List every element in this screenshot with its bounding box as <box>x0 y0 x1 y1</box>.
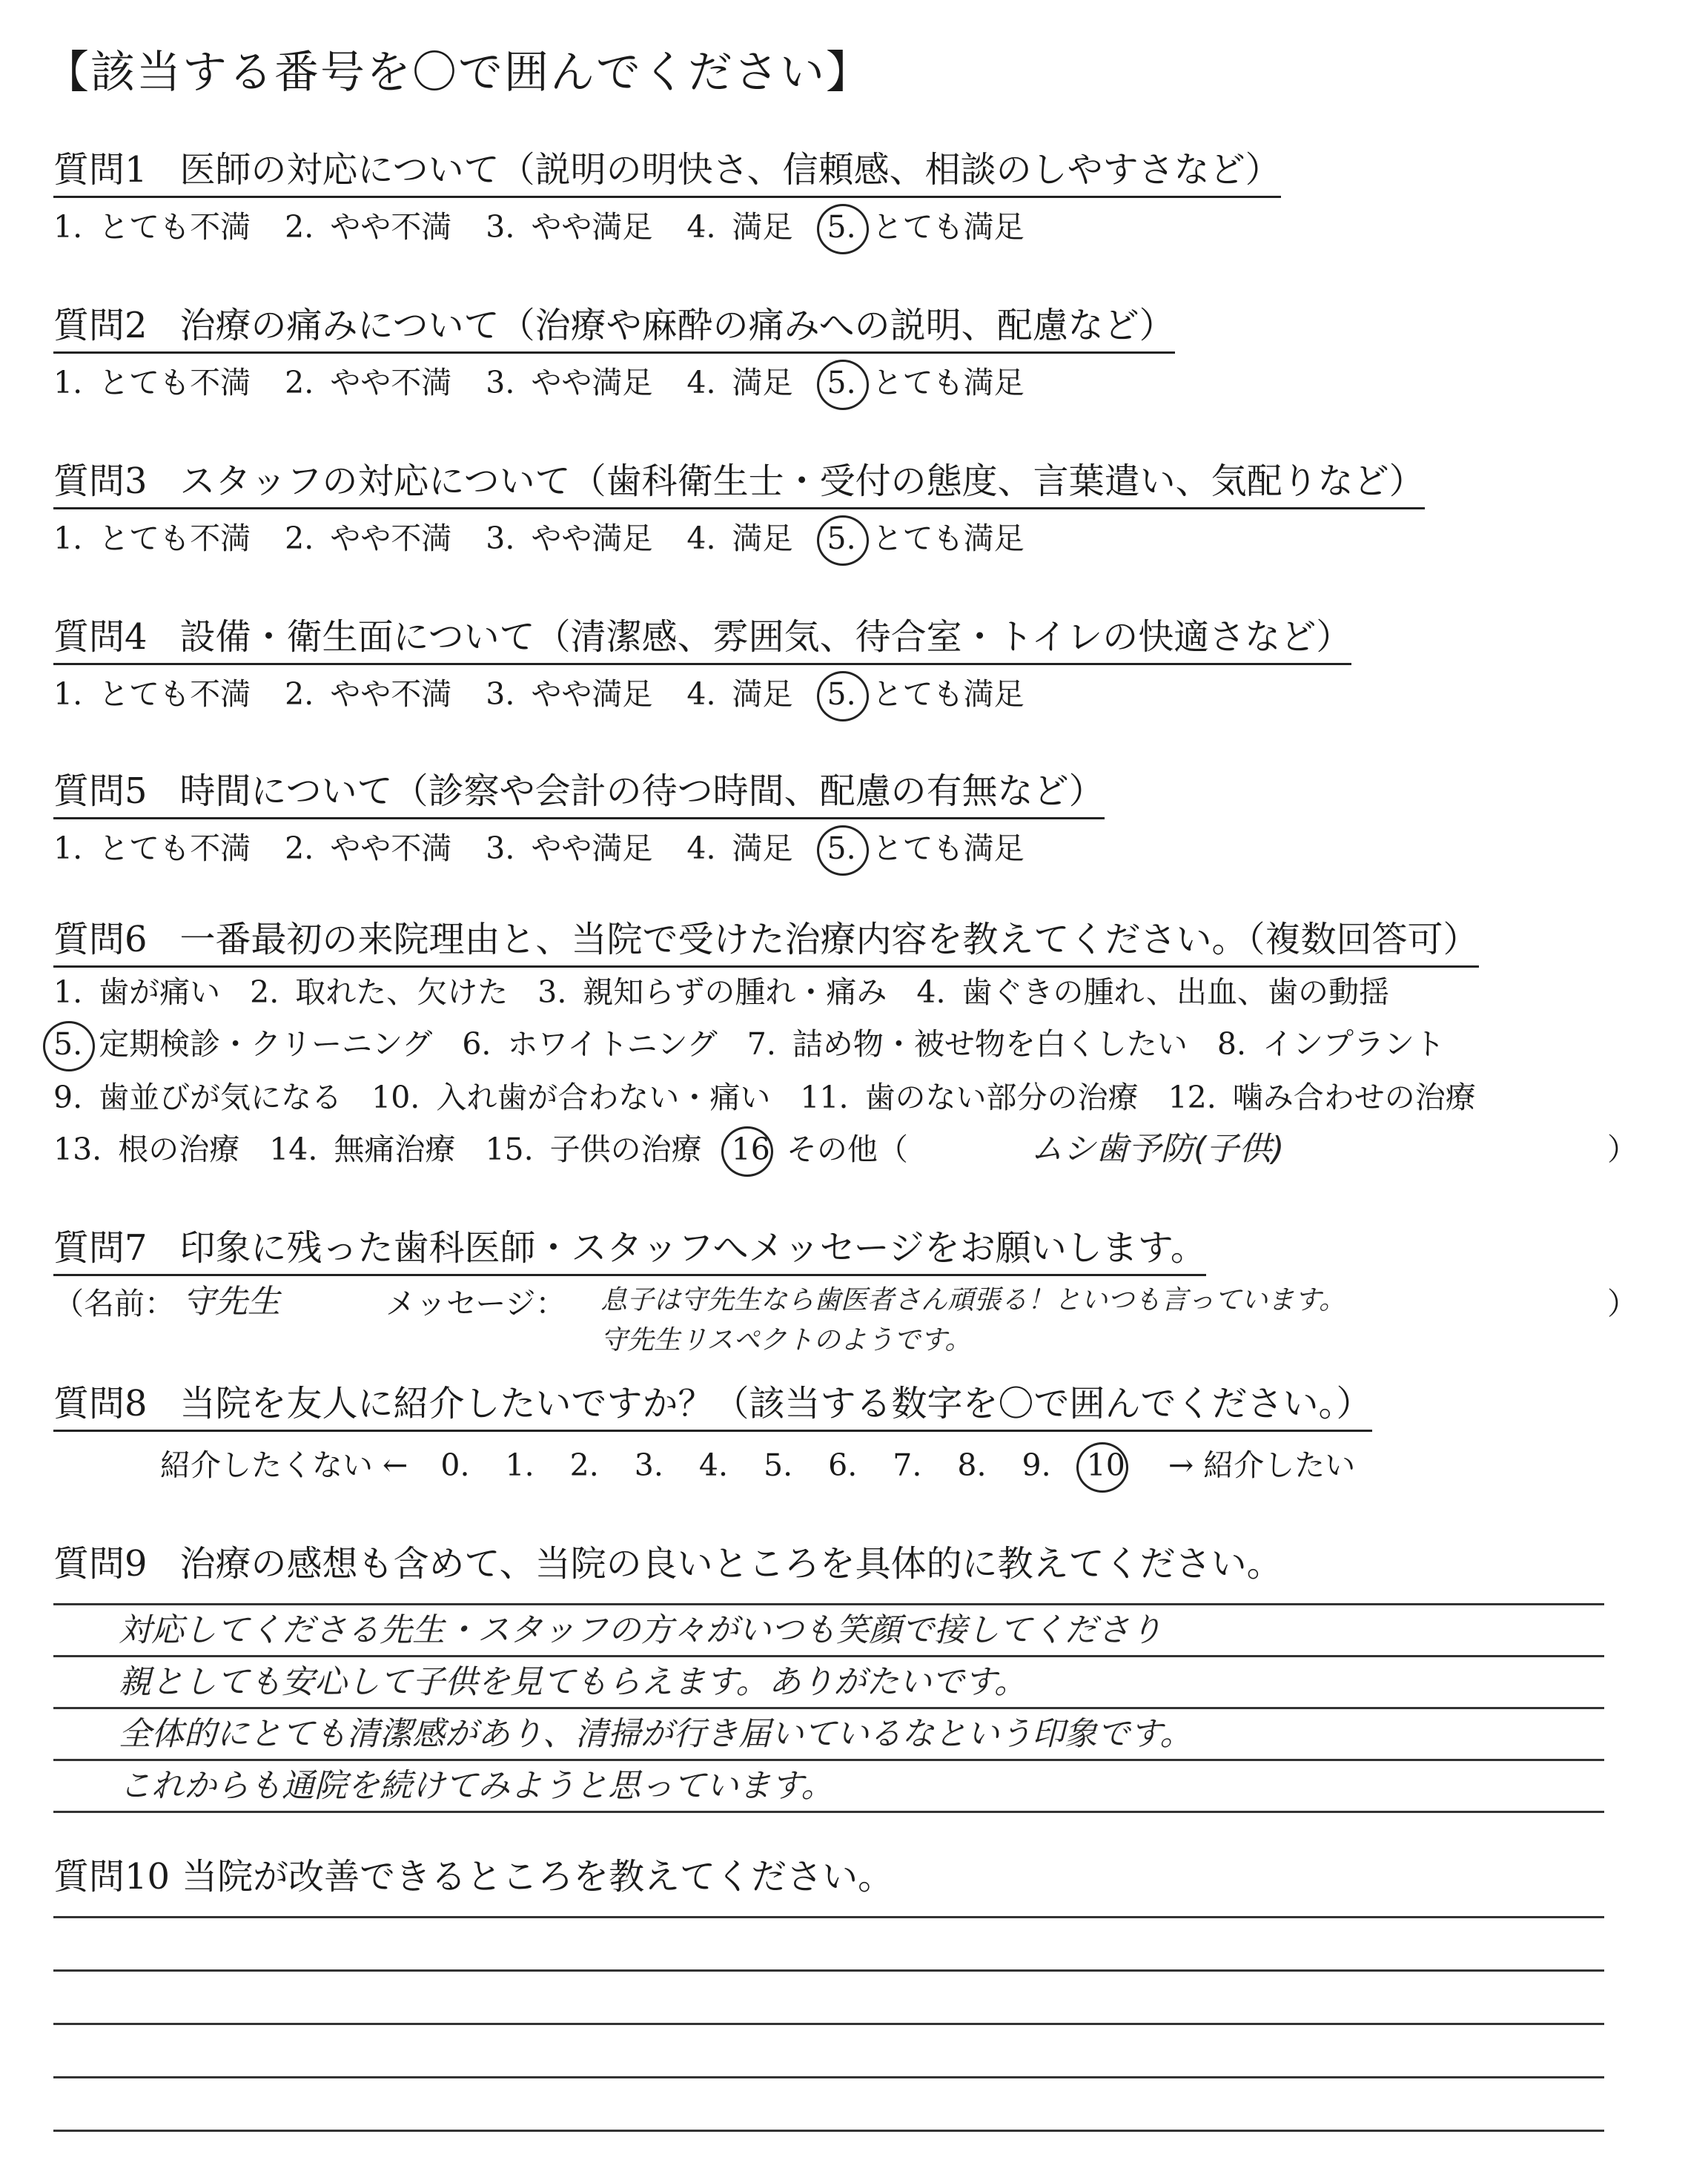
option-number: 3. <box>486 365 515 400</box>
option-number: 12. <box>1168 1080 1217 1115</box>
rating-option[interactable] <box>53 362 251 403</box>
q9-rule <box>53 1707 1604 1709</box>
option-number: 1. <box>53 209 83 245</box>
rating-option[interactable] <box>686 206 792 248</box>
rating-option[interactable] <box>827 206 1025 248</box>
q7-number: 質問7 <box>53 1227 148 1269</box>
rating-option[interactable] <box>686 518 792 559</box>
q9-rule <box>53 1811 1604 1813</box>
rating-option[interactable] <box>486 206 652 248</box>
q7-text: 印象に残った歯科医師・スタッフへメッセージをお願いします。 <box>179 1227 1206 1269</box>
scale-number: 9. <box>1022 1447 1051 1483</box>
q10-text: 当院が改善できるところを教えてください。 <box>182 1856 894 1898</box>
q9-rule <box>53 1759 1604 1761</box>
q6-option[interactable] <box>250 971 508 1013</box>
option-number: 2. <box>285 521 314 556</box>
q10-rule <box>53 2076 1604 2078</box>
q5-number: 質問5 <box>53 770 148 812</box>
q5-options <box>53 828 1059 869</box>
option-number: 9. <box>53 1080 83 1115</box>
option-label: 歯のない部分の治療 <box>864 1080 1139 1115</box>
rating-option[interactable] <box>53 673 251 715</box>
q8-scale-option[interactable] <box>1022 1444 1068 1486</box>
q6-option[interactable] <box>732 1129 908 1170</box>
q4-title <box>53 614 1351 665</box>
option-label: やや不満 <box>330 365 452 400</box>
rating-option[interactable] <box>686 673 792 715</box>
rating-option[interactable] <box>53 828 251 869</box>
option-label: とても満足 <box>872 365 1025 400</box>
q6-option[interactable] <box>462 1023 717 1065</box>
option-label: 入れ歯が合わない・痛い <box>436 1080 771 1115</box>
q8-scale-option[interactable] <box>893 1444 938 1486</box>
option-number: 4. <box>686 676 716 712</box>
q1-number: 質問1 <box>53 149 148 191</box>
option-number: 1. <box>53 830 83 866</box>
rating-option[interactable] <box>486 673 652 715</box>
q8-scale-option[interactable] <box>1087 1444 1142 1486</box>
rating-option[interactable] <box>686 828 792 869</box>
q6-option[interactable] <box>53 971 220 1013</box>
q4-options <box>53 673 1059 715</box>
q8-scale-items <box>440 1447 1160 1483</box>
scale-number: 3. <box>634 1447 663 1483</box>
rating-option[interactable] <box>486 362 652 403</box>
option-label: 詰め物・被せ物を白くしたい <box>792 1026 1188 1062</box>
q6-number: 質問6 <box>53 919 148 960</box>
scale-number: 10 <box>1086 1447 1125 1483</box>
scale-number: 1. <box>505 1447 534 1483</box>
option-label: とても不満 <box>99 365 251 400</box>
scale-number: 5. <box>764 1447 793 1483</box>
q6-option[interactable] <box>269 1129 455 1170</box>
option-label: やや満足 <box>531 676 653 712</box>
option-label: 歯が痛い <box>99 974 221 1010</box>
option-label: とても不満 <box>99 830 251 866</box>
option-label: とても満足 <box>872 676 1025 712</box>
option-label: とても満足 <box>872 209 1025 245</box>
rating-option[interactable] <box>827 673 1025 715</box>
rating-option[interactable] <box>827 828 1025 869</box>
q7-name-value: 守先生 <box>182 1283 280 1321</box>
q7-close-paren: ） <box>1607 1286 1638 1321</box>
option-number: 4. <box>686 830 716 866</box>
q8-text: 当院を友人に紹介したいですか？（該当する数字を〇で囲んでください。） <box>179 1383 1372 1424</box>
option-number: 4. <box>686 365 716 400</box>
option-number: 1. <box>53 676 83 712</box>
option-number: 8. <box>1217 1026 1246 1062</box>
q9-text: 治療の感想も含めて、当院の良いところを具体的に教えてください。 <box>179 1543 1282 1585</box>
option-number: 1. <box>53 365 83 400</box>
page-header: 【該当する番号を〇で囲んでください】 <box>44 47 872 99</box>
q8-scale-option[interactable] <box>440 1444 486 1486</box>
q8-scale-option[interactable] <box>764 1444 809 1486</box>
option-label: 満足 <box>732 830 793 866</box>
option-number: 5. <box>827 676 856 712</box>
q3-options <box>53 518 1059 559</box>
q7-message-label: メッセージ： <box>385 1286 566 1321</box>
q6-option-row <box>53 1023 1474 1065</box>
option-label: やや満足 <box>531 521 653 556</box>
option-number: 3. <box>486 676 515 712</box>
option-number: 7. <box>747 1026 776 1062</box>
option-label: やや不満 <box>330 676 452 712</box>
q1-title <box>53 147 1281 198</box>
option-number: 3. <box>486 830 515 866</box>
q2-options <box>53 362 1059 403</box>
option-number: 1. <box>53 521 83 556</box>
q4-text: 設備・衛生面について（清潔感、雰囲気、待合室・トイレの快適さなど） <box>179 616 1352 658</box>
q6-option-row <box>53 1129 938 1170</box>
option-label: とても不満 <box>99 676 251 712</box>
q9-answer-line: 対応してくださる先生・スタッフの方々がいつも笑顔で接してくださり <box>119 1611 1162 1649</box>
option-label: やや満足 <box>531 830 653 866</box>
q6-option[interactable] <box>1168 1077 1476 1118</box>
option-label: とても不満 <box>99 209 251 245</box>
option-number: 5. <box>827 365 856 400</box>
option-label: とても満足 <box>872 830 1025 866</box>
scale-number: 8. <box>957 1447 987 1483</box>
q6-option[interactable] <box>916 971 1389 1013</box>
rating-option[interactable] <box>486 828 652 869</box>
scale-number: 2. <box>569 1447 599 1483</box>
option-number: 4. <box>916 974 946 1010</box>
scale-number: 7. <box>893 1447 922 1483</box>
q9-number: 質問9 <box>53 1543 148 1585</box>
scale-number: 4. <box>698 1447 729 1483</box>
option-label: 歯並びが気になる <box>99 1080 342 1115</box>
option-number: 4. <box>686 209 716 245</box>
rating-option[interactable] <box>285 673 451 715</box>
option-label: ホワイトニング <box>507 1026 718 1062</box>
q6-option[interactable] <box>800 1077 1138 1118</box>
option-label: やや不満 <box>330 521 452 556</box>
q8-scale-option[interactable] <box>957 1444 1002 1486</box>
q7-message-line2: 守先生リスペクトのようです。 <box>600 1325 972 1355</box>
q5-title <box>53 768 1105 819</box>
option-number: 13. <box>53 1132 102 1167</box>
option-number: 3. <box>486 209 515 245</box>
option-label: やや不満 <box>330 209 452 245</box>
option-label: 根の治療 <box>118 1132 240 1167</box>
q7-message-line1: 息子は守先生なら歯医者さん頑張る！といつも言っています。 <box>600 1285 1346 1315</box>
rating-option[interactable] <box>285 362 451 403</box>
q6-other-text: ムシ歯予防(子供) <box>1030 1130 1285 1168</box>
q6-option[interactable] <box>53 1023 432 1065</box>
option-number: 2. <box>285 830 314 866</box>
scale-number: 6. <box>828 1447 858 1483</box>
option-number: 2. <box>285 209 314 245</box>
option-number: 4. <box>686 521 716 556</box>
rating-option[interactable] <box>827 362 1025 403</box>
option-label: やや満足 <box>531 365 653 400</box>
q5-text: 時間について（診察や会計の待つ時間、配慮の有無など） <box>179 770 1105 812</box>
q9-title <box>53 1541 1282 1590</box>
option-number: 5. <box>827 209 856 245</box>
q6-option[interactable] <box>53 1129 239 1170</box>
q6-option[interactable] <box>53 1077 342 1118</box>
q3-text: スタッフの対応について（歯科衛生士・受付の態度、言葉遣い、気配りなど） <box>179 460 1425 502</box>
option-number: 11. <box>800 1080 849 1115</box>
q2-number: 質問2 <box>53 305 148 346</box>
option-label: 取れた、欠けた <box>295 974 509 1010</box>
q10-rule <box>53 1969 1604 1972</box>
q6-option-row <box>53 971 1419 1013</box>
q10-number: 質問10 <box>53 1856 171 1898</box>
option-label: やや満足 <box>531 209 653 245</box>
option-number: 5. <box>827 830 856 866</box>
q3-title <box>53 458 1425 509</box>
rating-option[interactable] <box>285 518 451 559</box>
rating-option[interactable] <box>827 518 1025 559</box>
option-label: 定期検診・クリーニング <box>99 1026 433 1062</box>
rating-option[interactable] <box>486 518 652 559</box>
option-number: 1. <box>53 974 83 1010</box>
option-label: その他（ <box>786 1132 908 1167</box>
option-label: 親知らずの腫れ・痛み <box>583 974 887 1010</box>
rating-option[interactable] <box>686 362 792 403</box>
q8-scale-option[interactable] <box>635 1444 680 1486</box>
q1-options <box>53 206 1059 248</box>
option-number: 3. <box>537 974 567 1010</box>
option-number: 2. <box>250 974 279 1010</box>
q6-title <box>53 916 1479 968</box>
q9-answer-line: 親としても安心して子供を見てもらえます。ありがたいです。 <box>119 1663 1027 1701</box>
q6-text: 一番最初の来院理由と、当院で受けた治療内容を教えてください。（複数回答可） <box>179 919 1479 960</box>
option-label: とても不満 <box>99 521 251 556</box>
q8-scale-option[interactable] <box>828 1444 873 1486</box>
option-number: 3. <box>486 521 515 556</box>
q6-option[interactable] <box>747 1023 1188 1065</box>
rating-option[interactable] <box>53 206 251 248</box>
q10-rule <box>53 2023 1604 2025</box>
option-label: 満足 <box>732 676 793 712</box>
q10-rule <box>53 1916 1604 1918</box>
q6-option[interactable] <box>485 1129 701 1170</box>
q6-option[interactable] <box>1217 1023 1445 1065</box>
q10-rule <box>53 2130 1604 2132</box>
option-number: 5. <box>53 1026 83 1062</box>
q2-text: 治療の痛みについて（治療や麻酔の痛みへの説明、配慮など） <box>179 305 1175 346</box>
q9-answer-line: これからも通院を続けてみようと思っています。 <box>119 1767 834 1805</box>
q8-scale-option[interactable] <box>506 1444 551 1486</box>
option-label: とても満足 <box>872 521 1025 556</box>
option-number: 5. <box>827 521 856 556</box>
option-number: 2. <box>285 365 314 400</box>
q4-number: 質問4 <box>53 616 148 658</box>
q2-title <box>53 303 1175 354</box>
q8-number: 質問8 <box>53 1383 148 1424</box>
q8-scale-option[interactable] <box>699 1444 744 1486</box>
q9-rule <box>53 1603 1604 1605</box>
scale-number: 0. <box>440 1447 470 1483</box>
q9-answer-line: 全体的にとても清潔感があり、清掃が行き届いているなという印象です。 <box>119 1715 1193 1753</box>
rating-option[interactable] <box>285 206 451 248</box>
option-label: 噛み合わせの治療 <box>1232 1080 1476 1115</box>
option-label: インプラント <box>1262 1026 1445 1062</box>
option-label: やや不満 <box>330 830 452 866</box>
option-label: 子供の治療 <box>549 1132 702 1167</box>
option-number: 6. <box>462 1026 491 1062</box>
option-label: 歯ぐきの腫れ、出血、歯の動揺 <box>961 974 1389 1010</box>
option-number: 16 <box>731 1132 770 1167</box>
q7-title <box>53 1225 1206 1276</box>
option-label: 満足 <box>732 365 793 400</box>
option-number: 2. <box>285 676 314 712</box>
option-label: 満足 <box>732 209 793 245</box>
q6-option-row <box>53 1077 1506 1118</box>
q3-number: 質問3 <box>53 460 148 502</box>
rating-option[interactable] <box>53 518 251 559</box>
option-label: 無痛治療 <box>334 1132 456 1167</box>
q7-name-label: （名前： <box>53 1286 175 1321</box>
option-number: 14. <box>269 1132 318 1167</box>
option-number: 15. <box>485 1132 534 1167</box>
q8-scale-option[interactable] <box>570 1444 615 1486</box>
q6-option[interactable] <box>371 1077 770 1118</box>
q8-left-label: 紹介したくない ← <box>160 1447 408 1483</box>
option-label: 満足 <box>732 521 793 556</box>
q8-right-label: → 紹介したい <box>1168 1447 1356 1483</box>
option-number: 10. <box>371 1080 420 1115</box>
q8-scale <box>160 1444 1355 1486</box>
q10-title <box>53 1854 893 1903</box>
q6-option[interactable] <box>537 971 887 1013</box>
q9-rule <box>53 1655 1604 1657</box>
q6-close-paren: ） <box>1607 1132 1638 1167</box>
q1-text: 医師の対応について（説明の明快さ、信頼感、相談のしやすさなど） <box>179 149 1281 191</box>
rating-option[interactable] <box>285 828 451 869</box>
q8-title <box>53 1381 1372 1432</box>
